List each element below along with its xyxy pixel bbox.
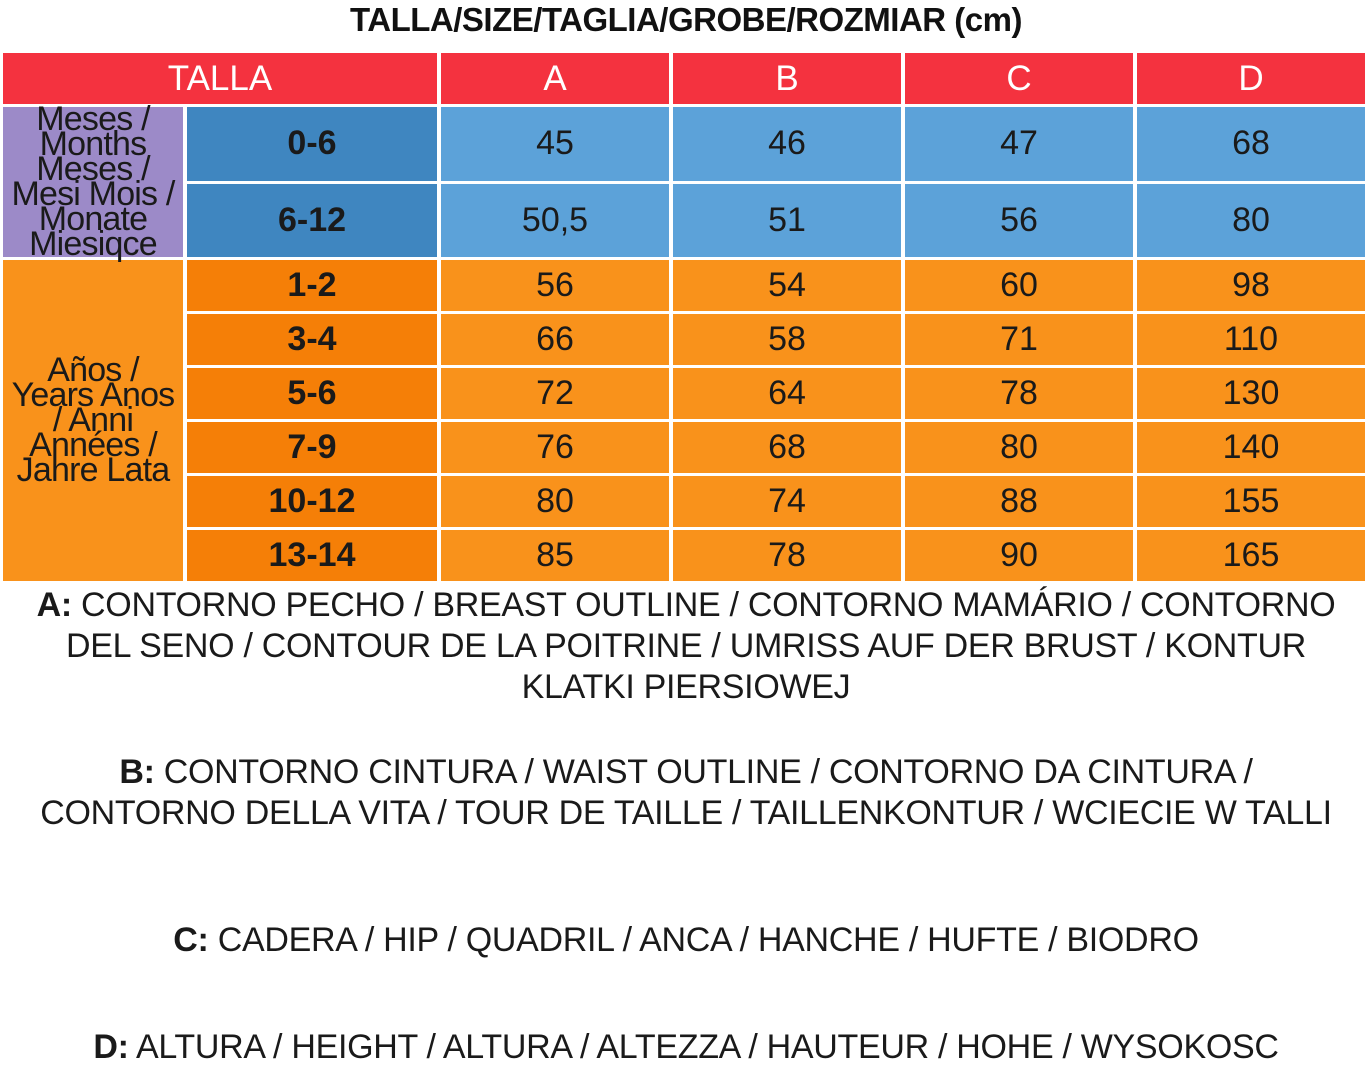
value-cell-d: 98: [1137, 260, 1365, 311]
value-cell-c: 56: [905, 184, 1133, 258]
size-cell: 0-6: [187, 107, 437, 181]
header-col-d: D: [1137, 53, 1365, 104]
table-row: [3, 530, 1365, 581]
table-row: [3, 184, 1365, 258]
header-col-a: A: [441, 53, 669, 104]
value-cell-a: 76: [441, 422, 669, 473]
value-cell-d: 140: [1137, 422, 1365, 473]
value-cell-c: 90: [905, 530, 1133, 581]
value-cell-b: 51: [673, 184, 901, 258]
value-cell-d: 80: [1137, 184, 1365, 258]
table-row: [3, 422, 1365, 473]
value-cell-c: 47: [905, 107, 1133, 181]
value-cell-c: 71: [905, 314, 1133, 365]
size-cell: 7-9: [187, 422, 437, 473]
legend-a: [20, 585, 1352, 708]
group-label-text: Meses / Months Meses / Mesi Mois / Monate Miesiqce: [11, 100, 175, 263]
value-cell-a: 50,5: [441, 184, 669, 258]
table-row: [3, 107, 1365, 181]
value-cell-b: 74: [673, 476, 901, 527]
value-cell-c: 60: [905, 260, 1133, 311]
legend-text: CADERA / HIP / QUADRIL / ANCA / HANCHE / HUFTE / BIODRO: [208, 921, 1199, 959]
size-cell: 1-2: [187, 260, 437, 311]
value-cell-a: 56: [441, 260, 669, 311]
legend-key: B:: [119, 753, 155, 791]
table-row: [3, 260, 1365, 311]
table-header-row: [3, 53, 1365, 104]
value-cell-a: 45: [441, 107, 669, 181]
table-row: [3, 368, 1365, 419]
legend-text: CONTORNO PECHO / BREAST OUTLINE / CONTORNO MAMÁRIO / CONTORNO DEL SENO / CONTOUR DE LA POITRINE / UMRISS AUF DER BRUST / KONTUR KLATKI PIERSIOWEJ: [66, 586, 1336, 706]
header-size-label: TALLA: [3, 53, 437, 104]
size-cell: 3-4: [187, 314, 437, 365]
page-title: TALLA/SIZE/TAGLIA/GROBE/ROZMIAR (cm): [350, 1, 1022, 38]
value-cell-d: 165: [1137, 530, 1365, 581]
size-cell: 10-12: [187, 476, 437, 527]
value-cell-d: 130: [1137, 368, 1365, 419]
table-row: [3, 476, 1365, 527]
header-col-c: C: [905, 53, 1133, 104]
value-cell-c: 88: [905, 476, 1133, 527]
size-cell: 6-12: [187, 184, 437, 258]
value-cell-a: 80: [441, 476, 669, 527]
value-cell-b: 46: [673, 107, 901, 181]
table-row: [3, 314, 1365, 365]
value-cell-a: 72: [441, 368, 669, 419]
value-cell-d: 110: [1137, 314, 1365, 365]
legend-b: [20, 752, 1352, 834]
value-cell-b: 64: [673, 368, 901, 419]
value-cell-c: 78: [905, 368, 1133, 419]
size-cell: 5-6: [187, 368, 437, 419]
legend-c: [20, 920, 1352, 961]
value-cell-c: 80: [905, 422, 1133, 473]
value-cell-b: 54: [673, 260, 901, 311]
group-label-text: Años / Years Anos / Anni Années / Jahre Lata: [11, 351, 175, 489]
group-label-years: [3, 260, 183, 581]
size-chart-table: [0, 50, 1369, 584]
value-cell-b: 58: [673, 314, 901, 365]
legend-text: ALTURA / HEIGHT / ALTURA / ALTEZZA / HAUTEUR / HOHE / WYSOKOSC: [128, 1028, 1279, 1066]
legend-key: C:: [173, 921, 209, 959]
value-cell-b: 68: [673, 422, 901, 473]
size-cell: 13-14: [187, 530, 437, 581]
legend-key: D:: [93, 1028, 129, 1066]
group-label-months: [3, 100, 183, 263]
value-cell-b: 78: [673, 530, 901, 581]
value-cell-d: 155: [1137, 476, 1365, 527]
legend-text: CONTORNO CINTURA / WAIST OUTLINE / CONTORNO DA CINTURA / CONTORNO DELLA VITA / TOUR DE TAILLE / TAILLENKONTUR / WCIECIE W TALLI: [40, 753, 1332, 832]
value-cell-d: 68: [1137, 107, 1365, 181]
value-cell-a: 66: [441, 314, 669, 365]
legend-key: A:: [36, 586, 72, 624]
header-col-b: B: [673, 53, 901, 104]
value-cell-a: 85: [441, 530, 669, 581]
legend-d: [20, 1027, 1352, 1068]
